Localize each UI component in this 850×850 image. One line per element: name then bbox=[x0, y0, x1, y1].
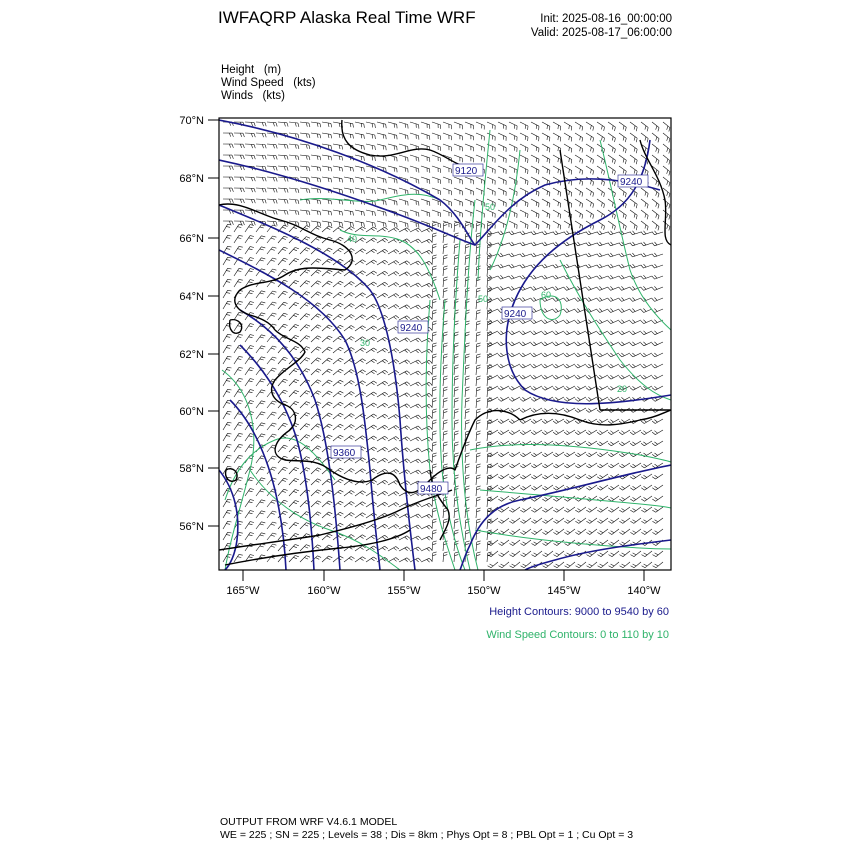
lat-label: 62°N bbox=[179, 349, 204, 361]
height-contour-note: Height Contours: 9000 to 9540 by 60 bbox=[489, 606, 669, 618]
wind-label: 30 bbox=[360, 338, 371, 348]
lat-label: 56°N bbox=[179, 521, 204, 533]
footer-line-2: WE = 225 ; SN = 225 ; Levels = 38 ; Dis = 8km ; Phys Opt = 8 ; PBL Opt = 1 ; Cu Opt = 3 bbox=[220, 829, 634, 841]
wind-label: 60 bbox=[541, 290, 552, 300]
height-label: 9360 bbox=[333, 448, 356, 459]
lat-label: 68°N bbox=[179, 173, 204, 185]
wind-label: 50 bbox=[485, 202, 496, 212]
lon-label: 160°W bbox=[307, 585, 341, 597]
height-label: 9240 bbox=[400, 323, 423, 334]
valid-time: Valid: 2025-08-17_06:00:00 bbox=[530, 27, 672, 39]
lon-label: 165°W bbox=[226, 585, 260, 597]
wind-label: 20 bbox=[617, 384, 628, 394]
lat-label: 70°N bbox=[179, 115, 204, 127]
height-label: 9240 bbox=[504, 309, 527, 320]
lon-label: 155°W bbox=[387, 585, 421, 597]
height-label: 9480 bbox=[420, 484, 443, 495]
lat-label: 64°N bbox=[179, 291, 204, 303]
footer-line-1: OUTPUT FROM WRF V4.6.1 MODEL bbox=[220, 816, 398, 828]
init-time: Init: 2025-08-16_00:00:00 bbox=[540, 13, 672, 25]
field-wind-speed: Wind Speed (kts) bbox=[221, 77, 316, 89]
model-footer bbox=[220, 816, 633, 842]
wind-label: 50 bbox=[478, 294, 489, 304]
height-label: 9120 bbox=[455, 166, 478, 177]
lat-label: 60°N bbox=[179, 406, 204, 418]
lon-label: 145°W bbox=[547, 585, 581, 597]
wind-label: 40 bbox=[347, 234, 358, 244]
longitude-axis bbox=[243, 570, 644, 581]
latitude-axis bbox=[208, 120, 219, 526]
lat-label: 58°N bbox=[179, 463, 204, 475]
lat-label: 66°N bbox=[179, 233, 204, 245]
field-winds: Winds (kts) bbox=[221, 90, 285, 102]
lon-label: 150°W bbox=[467, 585, 501, 597]
field-height: Height (m) bbox=[221, 64, 282, 76]
wind-speed-contour-note: Wind Speed Contours: 0 to 110 by 10 bbox=[486, 629, 669, 641]
height-label: 9240 bbox=[620, 177, 643, 188]
lon-label: 140°W bbox=[627, 585, 661, 597]
plot-title: IWFAQRP Alaska Real Time WRF bbox=[218, 8, 476, 27]
